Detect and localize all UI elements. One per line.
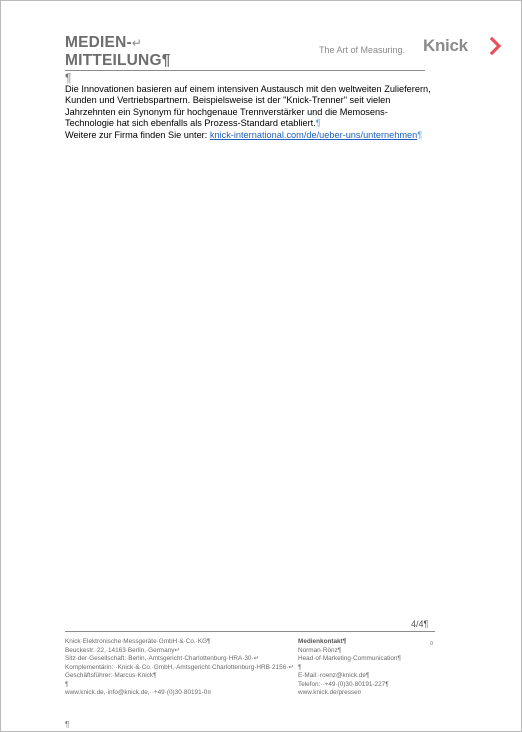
knick-logo: Knick — [423, 36, 468, 55]
title-line-1: MEDIEN- — [65, 34, 132, 51]
company-tagline: The Art of Measuring. — [319, 45, 406, 55]
title-line-2: MITTEILUNG¶ — [65, 52, 171, 69]
table-cell-mark: ¤ — [430, 641, 434, 647]
footer-line: E-Mail:·roenz@knick.de¶ — [298, 672, 370, 679]
paragraph-mark: ¶ — [315, 118, 321, 129]
document-title — [65, 34, 171, 70]
footer-line: Knick·Elektronische·Messgeräte·GmbH·&·Co.·KG¶ — [65, 638, 211, 645]
footer-line: ¶ — [298, 663, 302, 671]
footer-divider — [65, 631, 435, 632]
footer-line: Norman·Rönz¶ — [298, 646, 342, 654]
company-link-line — [65, 130, 435, 141]
footer-line: www.knick.de/presse¤ — [298, 689, 362, 696]
chevron-right-icon — [489, 37, 503, 55]
footer-line: Geschäftsführer:·Marcus·Knick¶ — [65, 672, 157, 679]
footer-line: Telefon:··+49·(0)30·80191-227¶ — [298, 680, 389, 688]
footer-line: www.knick.de,·info@knick.de,··+49·(0)30·80191-0¤ — [65, 689, 211, 696]
footer-line: Beuckestr.·22,·14163·Berlin,·Germany↵ — [65, 646, 180, 654]
page-number: 4/4¶ — [411, 619, 429, 629]
header-divider — [65, 70, 425, 71]
media-contact-heading: Medienkontakt¶ — [298, 638, 347, 645]
footer-line: ¶ — [65, 680, 69, 688]
footer-line: Komplementärin:··Knick·&·Co.·GmbH,·Amtsgericht·Charlottenburg·HRB·2156·↵ — [65, 663, 294, 671]
footer-media-contact — [298, 638, 438, 698]
body-paragraph-text: Die Innovationen basieren auf einem intensiven Austausch mit den weltweiten Zulieferern, Kunden und Vertriebspartnern. Beispielsweise ist der "Knick-Trenner" seit vielen Jahrzehnten ein Synonym für hochgenaue Trennverstärker und die Memosens-Technologie hat sich ebenfalls als Prozess-Standard etabliert. — [65, 84, 431, 129]
body-paragraph — [65, 84, 435, 130]
footer-company-info — [65, 638, 295, 698]
link-prefix: Weitere zur Firma finden Sie unter: — [65, 129, 210, 140]
company-info-link[interactable]: knick-international.com/de/ueber-uns/unternehmen — [209, 129, 418, 140]
footer-line: Head·of·Marketing·Communication¶ — [298, 655, 401, 662]
footer-line: Sitz·der·Gesellschaft:·Berlin,·Amtsgericht·Charlottenburg·HRA·30·↵ — [65, 655, 259, 662]
document-body — [65, 84, 435, 141]
paragraph-mark: ¶ — [65, 720, 70, 729]
line-break-mark: ↵ — [131, 36, 143, 50]
paragraph-mark: ¶ — [417, 129, 423, 140]
paragraph-mark: ¶ — [65, 71, 72, 85]
